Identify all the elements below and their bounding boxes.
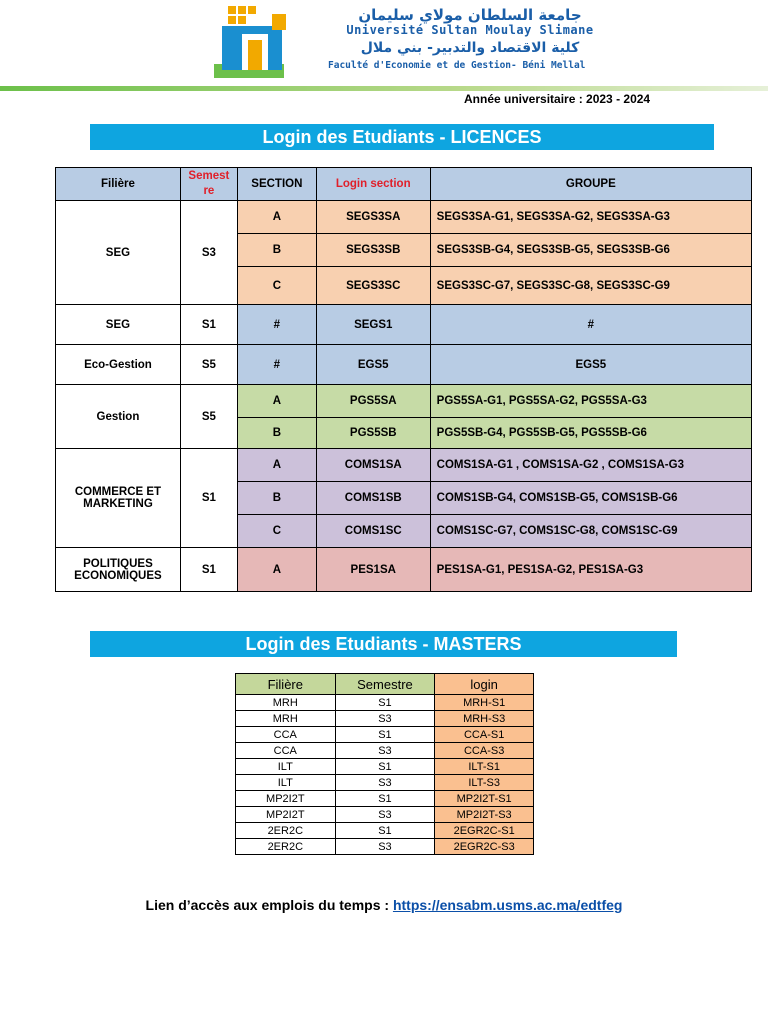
header-login-section: Login section [316, 168, 430, 201]
masters-filiere-cell: MP2I2T [236, 791, 336, 807]
masters-row [236, 791, 534, 807]
semestre-cell: S3 [180, 201, 237, 305]
masters-semestre-cell: S1 [335, 695, 435, 711]
login-section-cell: COMS1SA [316, 449, 430, 482]
masters-login-cell: MP2I2T-S3 [435, 807, 534, 823]
faculty-name-latin: Faculté d'Economie et de Gestion- Béni Mellal [328, 60, 586, 71]
masters-filiere-cell: MP2I2T [236, 807, 336, 823]
licences-row [56, 345, 752, 385]
filiere-cell: COMMERCE ET MARKETING [56, 449, 181, 548]
masters-row [236, 695, 534, 711]
login-section-cell: EGS5 [316, 345, 430, 385]
masters-header-row [236, 674, 534, 695]
login-section-cell: PGS5SB [316, 418, 430, 449]
semestre-cell: S1 [180, 548, 237, 592]
masters-semestre-cell: S3 [335, 839, 435, 855]
masters-semestre-cell: S1 [335, 727, 435, 743]
masters-semestre-cell: S1 [335, 759, 435, 775]
section-cell: A [237, 449, 316, 482]
section-cell: A [237, 385, 316, 418]
semestre-cell: S1 [180, 305, 237, 345]
section-cell: A [237, 201, 316, 234]
filiere-cell: SEG [56, 305, 181, 345]
filiere-cell: Gestion [56, 385, 181, 449]
masters-filiere-cell: 2ER2C [236, 839, 336, 855]
licences-row [56, 201, 752, 234]
groupe-cell: PGS5SB-G4, PGS5SB-G5, PGS5SB-G6 [430, 418, 751, 449]
masters-semestre-cell: S3 [335, 743, 435, 759]
login-section-cell: PES1SA [316, 548, 430, 592]
header-semestre: Semest re [180, 168, 237, 201]
licences-row [56, 548, 752, 592]
masters-row [236, 823, 534, 839]
filiere-cell: SEG [56, 201, 181, 305]
masters-semestre-cell: S3 [335, 711, 435, 727]
filiere-cell: Eco-Gestion [56, 345, 181, 385]
section-cell: B [237, 418, 316, 449]
university-logo [212, 4, 294, 80]
masters-filiere-cell: ILT [236, 775, 336, 791]
section-cell: B [237, 234, 316, 267]
schedule-link-line [0, 897, 768, 913]
section-cell: B [237, 482, 316, 515]
academic-year: Année universitaire : 2023 - 2024 [464, 92, 651, 106]
masters-semestre-cell: S1 [335, 823, 435, 839]
masters-filiere-cell: CCA [236, 727, 336, 743]
section-cell: A [237, 548, 316, 592]
masters-title: Login des Etudiants - MASTERS [90, 631, 677, 657]
section-cell: # [237, 345, 316, 385]
section-cell: # [237, 305, 316, 345]
header-section: SECTION [237, 168, 316, 201]
login-section-cell: SEGS1 [316, 305, 430, 345]
login-section-cell: COMS1SC [316, 515, 430, 548]
masters-login-cell: ILT-S1 [435, 759, 534, 775]
header-filiere: Filière [56, 168, 181, 201]
licences-title: Login des Etudiants - LICENCES [90, 124, 714, 150]
licences-header-row [56, 168, 752, 201]
masters-login-cell: ILT-S3 [435, 775, 534, 791]
masters-row [236, 839, 534, 855]
masters-login-cell: MP2I2T-S1 [435, 791, 534, 807]
semestre-cell: S5 [180, 345, 237, 385]
masters-filiere-cell: MRH [236, 711, 336, 727]
groupe-cell: SEGS3SB-G4, SEGS3SB-G5, SEGS3SB-G6 [430, 234, 751, 267]
masters-filiere-cell: 2ER2C [236, 823, 336, 839]
section-cell: C [237, 515, 316, 548]
masters-login-cell: CCA-S1 [435, 727, 534, 743]
masters-header-login: login [435, 674, 534, 695]
groupe-cell: COMS1SA-G1 , COMS1SA-G2 , COMS1SA-G3 [430, 449, 751, 482]
groupe-cell: EGS5 [430, 345, 751, 385]
masters-login-cell: 2EGR2C-S1 [435, 823, 534, 839]
semestre-cell: S5 [180, 385, 237, 449]
university-name-latin: Université Sultan Moulay Slimane [346, 23, 594, 37]
login-section-cell: SEGS3SC [316, 267, 430, 305]
login-section-cell: COMS1SB [316, 482, 430, 515]
filiere-cell: POLITIQUES ECONOMIQUES [56, 548, 181, 592]
masters-table [235, 673, 534, 855]
masters-row [236, 759, 534, 775]
masters-row [236, 775, 534, 791]
masters-semestre-cell: S1 [335, 791, 435, 807]
masters-header-semestre: Semestre [335, 674, 435, 695]
university-name-arabic: جامعة السلطان مولاي سليمان [358, 6, 582, 24]
groupe-cell: SEGS3SA-G1, SEGS3SA-G2, SEGS3SA-G3 [430, 201, 751, 234]
header-groupe: GROUPE [430, 168, 751, 201]
login-section-cell: SEGS3SA [316, 201, 430, 234]
masters-filiere-cell: CCA [236, 743, 336, 759]
header-divider [0, 86, 768, 91]
login-section-cell: SEGS3SB [316, 234, 430, 267]
schedule-link-label: Lien d’accès aux emplois du temps : [145, 897, 393, 913]
masters-row [236, 727, 534, 743]
semestre-cell: S1 [180, 449, 237, 548]
masters-header-filiere: Filière [236, 674, 336, 695]
masters-filiere-cell: ILT [236, 759, 336, 775]
section-cell: C [237, 267, 316, 305]
licences-row [56, 305, 752, 345]
groupe-cell: COMS1SC-G7, COMS1SC-G8, COMS1SC-G9 [430, 515, 751, 548]
groupe-cell: SEGS3SC-G7, SEGS3SC-G8, SEGS3SC-G9 [430, 267, 751, 305]
login-section-cell: PGS5SA [316, 385, 430, 418]
masters-row [236, 807, 534, 823]
schedule-link[interactable]: https://ensabm.usms.ac.ma/edtfeg [392, 897, 623, 913]
groupe-cell: PES1SA-G1, PES1SA-G2, PES1SA-G3 [430, 548, 751, 592]
masters-login-cell: MRH-S3 [435, 711, 534, 727]
groupe-cell: COMS1SB-G4, COMS1SB-G5, COMS1SB-G6 [430, 482, 751, 515]
masters-login-cell: CCA-S3 [435, 743, 534, 759]
masters-login-cell: 2EGR2C-S3 [435, 839, 534, 855]
masters-semestre-cell: S3 [335, 775, 435, 791]
licences-table [55, 167, 752, 592]
groupe-cell: PGS5SA-G1, PGS5SA-G2, PGS5SA-G3 [430, 385, 751, 418]
masters-filiere-cell: MRH [236, 695, 336, 711]
masters-row [236, 743, 534, 759]
licences-row [56, 449, 752, 482]
masters-login-cell: MRH-S1 [435, 695, 534, 711]
masters-semestre-cell: S3 [335, 807, 435, 823]
masters-row [236, 711, 534, 727]
groupe-cell: # [430, 305, 751, 345]
faculty-name-arabic: كلية الاقتصاد والتدبير- بني ملال [360, 40, 580, 56]
licences-row [56, 385, 752, 418]
